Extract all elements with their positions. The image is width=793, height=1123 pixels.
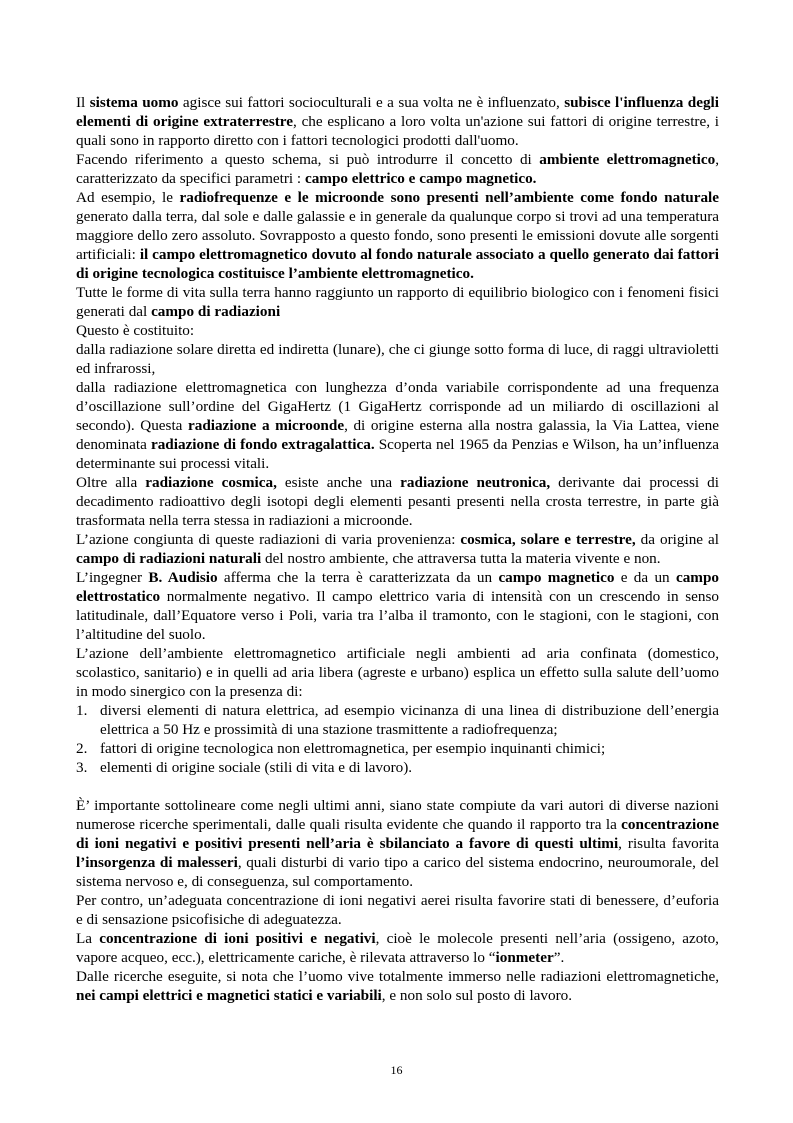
text-run: Dalle ricerche eseguite, si nota che l’uomo vive totalmente immerso nelle radiazioni elettromagnetiche, xyxy=(76,968,719,985)
list-item-text: elementi di origine sociale (stili di vita e di lavoro). xyxy=(100,759,413,776)
bold-run: campo elettrico e campo magnetico. xyxy=(304,170,537,187)
text-run: dalla radiazione solare diretta ed indiretta (lunare), che ci giunge sotto forma di luce, di raggi ultravioletti ed infrarossi, xyxy=(76,341,719,377)
bold-run: il campo elettromagnetico dovuto al fondo naturale associato a quello generato dai fattori di origine tecnologica costituisce l’ambiente elettromagnetico. xyxy=(76,246,719,282)
text-run: ”. xyxy=(553,949,565,966)
text-run: , cioè le molecole presenti nell’aria (ossigeno, azoto, vapore acqueo, ecc.), elettricamente cariche, è rilevata attraverso lo “ xyxy=(76,930,719,966)
paragraph xyxy=(76,473,719,530)
bold-run: subisce l'influenza degli elementi di origine extraterrestre xyxy=(76,94,720,130)
text-run: , quali disturbi di vario tipo a carico del sistema endocrino, neuroumorale, del sistema nervoso e, di conseguenza, sul comportamento. xyxy=(76,854,719,890)
text-run: Oltre alla xyxy=(76,474,146,491)
text-run: , caratterizzato da specifici parametri : xyxy=(76,151,719,187)
list-item xyxy=(76,701,719,739)
paragraph xyxy=(76,929,719,967)
paragraph xyxy=(76,568,719,644)
text-run: agisce sui fattori socioculturali e a sua volta ne è influenzato, xyxy=(178,94,565,111)
bold-run: campo di radiazioni naturali xyxy=(76,550,262,567)
bold-run: B. Audisio xyxy=(148,569,218,586)
text-run: esiste anche una xyxy=(276,474,401,491)
paragraph xyxy=(76,644,719,701)
paragraph xyxy=(76,93,719,150)
paragraph xyxy=(76,283,719,321)
bold-run: sistema uomo xyxy=(89,94,179,111)
text-run: Questo è costituito: xyxy=(76,322,195,339)
text-run: normalmente negativo. Il campo elettrico varia di intensità con un crescendo in senso latitudinale, dall’Equatore verso i Poli, varia tra l’alba il tramonto, con le stagioni, con le stagioni, con l’altitudine del suolo. xyxy=(76,588,719,643)
paragraph xyxy=(76,796,719,891)
list-item-text: fattori di origine tecnologica non elettromagnetica, per esempio inquinanti chimici; xyxy=(100,740,606,757)
text-run: L’azione congiunta di queste radiazioni di varia provenienza: xyxy=(76,531,461,548)
paragraph xyxy=(76,891,719,929)
text-section-1 xyxy=(76,93,719,701)
list-item-number: 2. xyxy=(76,740,88,757)
text-run: Facendo riferimento a questo schema, si può introdurre il concetto di xyxy=(76,151,540,168)
paragraph xyxy=(76,530,719,568)
text-run: del nostro ambiente, che attraversa tutta la materia vivente e non. xyxy=(261,550,661,567)
text-run: Ad esempio, le xyxy=(76,189,180,206)
text-run: La xyxy=(76,930,100,947)
bold-run: radiazione a microonde xyxy=(188,417,345,434)
bold-run: concentrazione di ioni negativi e positivi presenti nell’aria è sbilanciato a favore di questi ultimi xyxy=(76,816,719,852)
text-run: È’ importante sottolineare come negli ultimi anni, siano state compiute da vari autori di diverse nazioni numerose ricerche sperimentali, dalle quali risulta evidente che quando il rapporto tra la xyxy=(76,797,719,833)
list-item-number: 1. xyxy=(76,702,88,719)
bold-run: campo magnetico xyxy=(498,569,615,586)
bold-run: campo elettrostatico xyxy=(76,569,719,605)
bold-run: campo di radiazioni xyxy=(151,303,281,320)
bold-run: ambiente elettromagnetico xyxy=(539,151,716,168)
factor-list xyxy=(76,701,719,777)
paragraph xyxy=(76,321,719,340)
bold-run: cosmica, solare e terrestre, xyxy=(460,531,636,548)
text-run: L’ingegner xyxy=(76,569,149,586)
bold-run: l’insorgenza di malesseri xyxy=(76,854,238,871)
document-body xyxy=(76,93,719,1005)
bold-run: nei campi elettrici e magnetici statici e variabili xyxy=(76,987,382,1004)
bold-run: ionmeter xyxy=(495,949,554,966)
text-run: Tutte le forme di vita sulla terra hanno raggiunto un rapporto di equilibrio biologico con i fenomeni fisici generati dal xyxy=(76,284,719,320)
paragraph xyxy=(76,188,719,283)
text-run: , e non solo sul posto di lavoro. xyxy=(381,987,573,1004)
text-run: , risulta favorita xyxy=(618,835,719,852)
paragraph xyxy=(76,150,719,188)
text-run: derivante dai processi di decadimento radioattivo degli isotopi degli elementi pesanti presenti nella crosta terrestre, in parte già trasformata nella terra stessa in radiazioni a microonde. xyxy=(76,474,719,529)
text-run: dalla radiazione elettromagnetica con lunghezza d’onda variabile corrispondente ad una frequenza d’oscillazione sull’ordine del GigaHertz (1 GigaHertz corrisponde ad un miliardo di oscillazioni al secondo). Questa xyxy=(76,379,719,434)
text-run: Scoperta nel 1965 da Penzias e Wilson, ha un’influenza determinante sui processi vitali. xyxy=(76,436,719,472)
text-section-2 xyxy=(76,796,719,1005)
bold-run: radiazione cosmica, xyxy=(145,474,277,491)
bold-run: radiazione di fondo extragalattica. xyxy=(150,436,375,453)
page-number: 16 xyxy=(390,1063,403,1077)
text-run: , che esplicano a loro volta un'azione sui fattori di origine terrestre, i quali sono in rapporto diretto con i fattori tecnologici prodotti dall'uomo. xyxy=(76,113,720,149)
text-run: generato dalla terra, dal sole e dalle galassie e in generale da qualunque corpo si trovi ad una temperatura maggiore dello zero assoluto. Sovrapposto a questo fondo, sono presenti le emissioni dovute alle sorgenti artificiali: xyxy=(76,208,719,263)
bold-run: radiofrequenze e le microonde sono presenti nell’ambiente come fondo naturale xyxy=(179,189,719,206)
text-run: e da un xyxy=(614,569,676,586)
paragraph xyxy=(76,378,719,473)
text-run: Il xyxy=(76,94,90,111)
text-run: da origine al xyxy=(635,531,719,548)
text-run: Per contro, un’adeguata concentrazione di ioni negativi aerei risulta favorire stati di benessere, d’euforia e di sensazione psicofisiche di adeguatezza. xyxy=(76,892,719,928)
text-run: , di origine esterna alla nostra galassia, la Via Lattea, viene denominata xyxy=(76,417,719,453)
list-item-number: 3. xyxy=(76,759,88,776)
list-item xyxy=(76,758,719,777)
text-run: L’azione dell’ambiente elettromagnetico artificiale negli ambienti ad aria confinata (domestico, scolastico, sanitario) e in quelli ad aria libera (agreste e urbano) esplica un effetto sulla salute dell’uomo in modo sinergico con la presenza di: xyxy=(76,645,719,700)
bold-run: radiazione neutronica, xyxy=(400,474,551,491)
paragraph xyxy=(76,340,719,378)
paragraph xyxy=(76,967,719,1005)
text-run: afferma che la terra è caratterizzata da un xyxy=(217,569,499,586)
bold-run: concentrazione di ioni positivi e negativi xyxy=(99,930,376,947)
list-item-text: diversi elementi di natura elettrica, ad esempio vicinanza di una linea di distribuzione dell’energia elettrica a 50 Hz e prossimità di una stazione trasmittente a radiofrequenza; xyxy=(100,702,719,738)
list-item xyxy=(76,739,719,758)
